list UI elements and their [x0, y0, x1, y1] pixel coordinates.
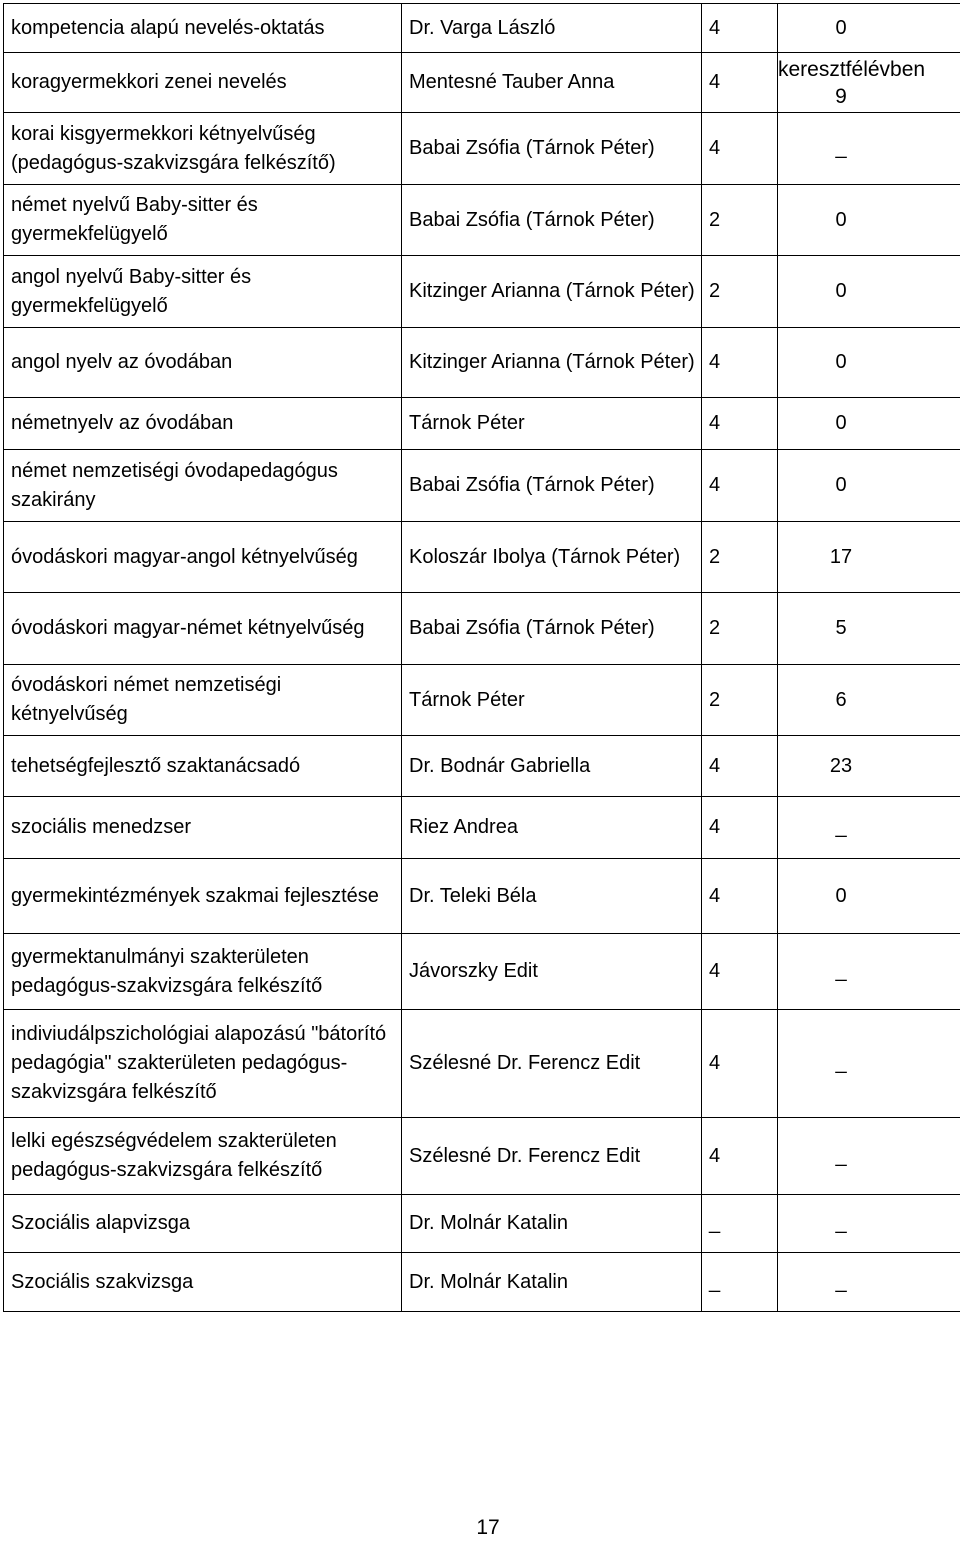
- credit-value: _: [702, 1195, 778, 1253]
- course-name: német nemzetiségi óvodapedagógus szakirány: [4, 450, 402, 522]
- teacher-name: Riez Andrea: [402, 797, 702, 859]
- credit-value: 4: [702, 4, 778, 53]
- table-row: [4, 1195, 960, 1253]
- table-row: [4, 1118, 960, 1195]
- page-number: 17: [476, 1516, 500, 1539]
- credit-value: 2: [702, 665, 778, 736]
- count-value: _: [778, 113, 960, 185]
- credit-value: 4: [702, 797, 778, 859]
- count-value: 23: [778, 736, 960, 797]
- teacher-name: Dr. Varga László: [402, 4, 702, 53]
- count-value: _: [778, 1010, 960, 1118]
- teacher-name: Szélesné Dr. Ferencz Edit: [402, 1010, 702, 1118]
- count-value: _: [778, 797, 960, 859]
- course-name: óvodáskori német nemzetiségi kétnyelvűség: [4, 665, 402, 736]
- count-value: 0: [778, 256, 960, 328]
- course-name: óvodáskori magyar-német kétnyelvűség: [4, 593, 402, 665]
- teacher-name: Dr. Molnár Katalin: [402, 1195, 702, 1253]
- table-row: [4, 859, 960, 934]
- course-name: gyermekintézmények szakmai fejlesztése: [4, 859, 402, 934]
- course-table: [3, 3, 960, 1312]
- course-name: szociális menedzser: [4, 797, 402, 859]
- table-row: [4, 1253, 960, 1312]
- credit-value: 4: [702, 328, 778, 398]
- count-value: _: [778, 934, 960, 1010]
- count-value: 6: [778, 665, 960, 736]
- course-name: Szociális szakvizsga: [4, 1253, 402, 1312]
- credit-value: 4: [702, 398, 778, 450]
- teacher-name: Babai Zsófia (Tárnok Péter): [402, 593, 702, 665]
- course-name: koragyermekkori zenei nevelés: [4, 53, 402, 113]
- teacher-name: Babai Zsófia (Tárnok Péter): [402, 113, 702, 185]
- count-value: _: [778, 1253, 960, 1312]
- table-row: [4, 450, 960, 522]
- teacher-name: Kitzinger Arianna (Tárnok Péter): [402, 256, 702, 328]
- teacher-name: Jávorszky Edit: [402, 934, 702, 1010]
- credit-value: 4: [702, 1010, 778, 1118]
- table-row: [4, 665, 960, 736]
- course-name: angol nyelvű Baby-sitter és gyermekfelügyelő: [4, 256, 402, 328]
- table-row: [4, 797, 960, 859]
- count-value: 0: [778, 450, 960, 522]
- teacher-name: Mentesné Tauber Anna: [402, 53, 702, 113]
- table-row: [4, 328, 960, 398]
- course-name: indiviudálpszichológiai alapozású "bátorító pedagógia" szakterületen pedagógus-szakvizsgára felkészítő: [4, 1010, 402, 1118]
- course-name: gyermektanulmányi szakterületen pedagógus-szakvizsgára felkészítő: [4, 934, 402, 1010]
- teacher-name: Kitzinger Arianna (Tárnok Péter): [402, 328, 702, 398]
- teacher-name: Tárnok Péter: [402, 398, 702, 450]
- table-row: [4, 934, 960, 1010]
- course-name: óvodáskori magyar-angol kétnyelvűség: [4, 522, 402, 593]
- course-name: németnyelv az óvodában: [4, 398, 402, 450]
- teacher-name: Szélesné Dr. Ferencz Edit: [402, 1118, 702, 1195]
- count-value: keresztfélévben 9: [778, 53, 960, 113]
- count-value: 0: [778, 859, 960, 934]
- count-value: 17: [778, 522, 960, 593]
- count-value: 5: [778, 593, 960, 665]
- course-name: kompetencia alapú nevelés-oktatás: [4, 4, 402, 53]
- credit-value: 2: [702, 185, 778, 256]
- teacher-name: Dr. Bodnár Gabriella: [402, 736, 702, 797]
- table-row: [4, 522, 960, 593]
- table-row: [4, 4, 960, 53]
- credit-value: 2: [702, 593, 778, 665]
- credit-value: _: [702, 1253, 778, 1312]
- table-row: [4, 1010, 960, 1118]
- table-row: [4, 53, 960, 113]
- count-value: 0: [778, 4, 960, 53]
- teacher-name: Dr. Teleki Béla: [402, 859, 702, 934]
- teacher-name: Babai Zsófia (Tárnok Péter): [402, 450, 702, 522]
- course-name: lelki egészségvédelem szakterületen pedagógus-szakvizsgára felkészítő: [4, 1118, 402, 1195]
- credit-value: 2: [702, 522, 778, 593]
- count-value: 0: [778, 185, 960, 256]
- credit-value: 4: [702, 113, 778, 185]
- course-name: angol nyelv az óvodában: [4, 328, 402, 398]
- count-value: _: [778, 1195, 960, 1253]
- table-row: [4, 113, 960, 185]
- table-row: [4, 185, 960, 256]
- course-name: Szociális alapvizsga: [4, 1195, 402, 1253]
- credit-value: 4: [702, 53, 778, 113]
- count-value: 0: [778, 328, 960, 398]
- teacher-name: Tárnok Péter: [402, 665, 702, 736]
- teacher-name: Dr. Molnár Katalin: [402, 1253, 702, 1312]
- course-name: német nyelvű Baby-sitter és gyermekfelügyelő: [4, 185, 402, 256]
- table-row: [4, 593, 960, 665]
- credit-value: 4: [702, 736, 778, 797]
- credit-value: 4: [702, 450, 778, 522]
- credit-value: 4: [702, 934, 778, 1010]
- course-name: tehetségfejlesztő szaktanácsadó: [4, 736, 402, 797]
- credit-value: 4: [702, 1118, 778, 1195]
- credit-value: 4: [702, 859, 778, 934]
- teacher-name: Koloszár Ibolya (Tárnok Péter): [402, 522, 702, 593]
- table-row: [4, 256, 960, 328]
- count-value: 0: [778, 398, 960, 450]
- table-row: [4, 736, 960, 797]
- table-row: [4, 398, 960, 450]
- count-value: _: [778, 1118, 960, 1195]
- credit-value: 2: [702, 256, 778, 328]
- course-name: korai kisgyermekkori kétnyelvűség (pedagógus-szakvizsgára felkészítő): [4, 113, 402, 185]
- teacher-name: Babai Zsófia (Tárnok Péter): [402, 185, 702, 256]
